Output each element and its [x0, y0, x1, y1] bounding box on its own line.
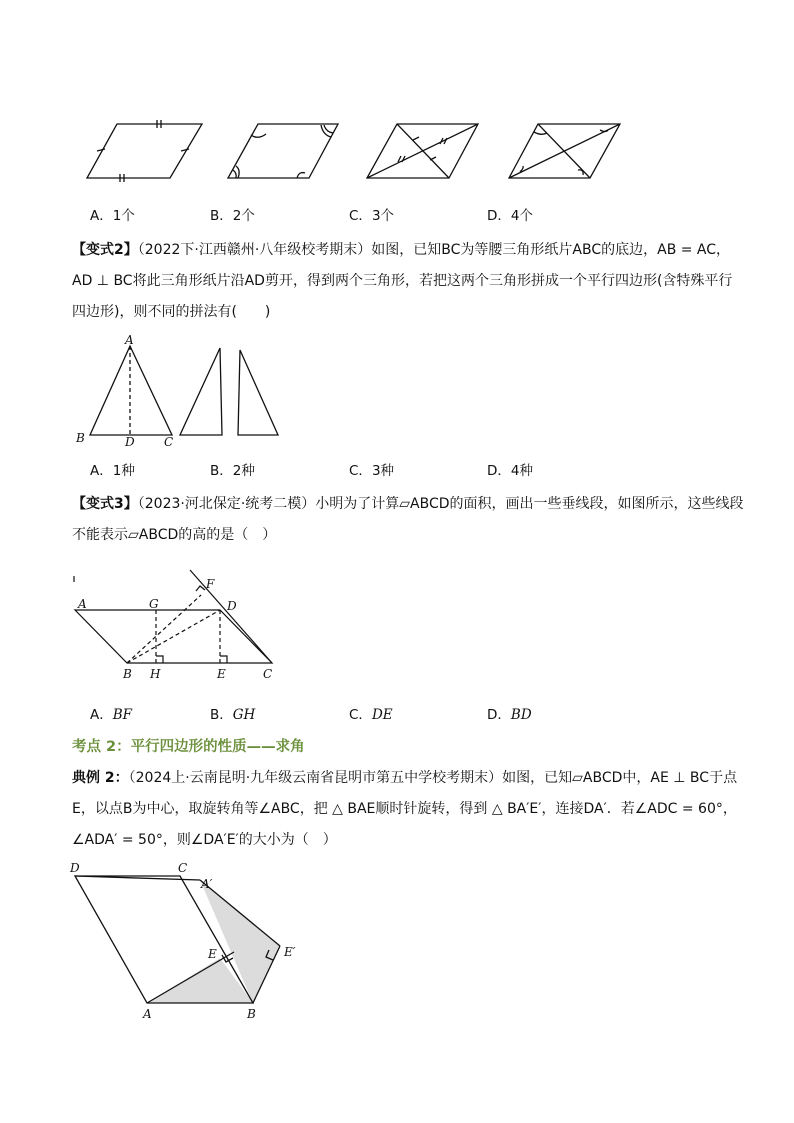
parallelogram-fig-1: [87, 120, 202, 182]
label-b: B: [123, 667, 132, 681]
option-text: GH: [232, 707, 256, 723]
option-text: 2种: [232, 463, 255, 479]
parallelogram-fig-2: [228, 124, 338, 178]
triangle-figure: [0, 330, 794, 455]
option-text: BD: [510, 707, 532, 723]
label-d: D: [125, 435, 135, 449]
example2-line2: E，以点B为中心，取旋转角等∠ABC，把 △ BAE顺时针旋转，得到 △ BA′E′，连接DA′．若∠ADC = 60°，: [72, 801, 737, 817]
option-text: 1种: [112, 463, 135, 479]
option-text: DE: [371, 707, 393, 723]
variant2-text: （2022下·江西赣州·八年级校考期末）如图，已知BC为等腰三角形纸片ABC的底边，AB = AC，: [137, 242, 731, 258]
option-text: 3个: [371, 208, 395, 224]
label-g: G: [149, 597, 159, 611]
option-text: 3种: [371, 463, 395, 479]
option-b[interactable]: [210, 699, 255, 731]
label-a: A: [125, 333, 134, 347]
parallelogram-heights-figure: [0, 560, 794, 690]
parallelogram-figures: [0, 100, 794, 200]
label-a: A: [143, 1007, 152, 1021]
variant3-line1: [72, 488, 744, 520]
label-e-prime: E′: [284, 945, 296, 959]
variant3-tag: 【变式3】: [72, 496, 138, 512]
option-text: BF: [112, 707, 133, 723]
option-c[interactable]: [349, 455, 394, 487]
option-letter: C．: [349, 208, 372, 224]
label-b: B: [76, 431, 85, 445]
label-f: F: [206, 577, 215, 591]
option-letter: A．: [90, 707, 113, 723]
option-a[interactable]: [90, 699, 132, 731]
variant3-line2: 不能表示▱ABCD的高的是（ ）: [72, 527, 277, 543]
option-text: 1个: [112, 208, 135, 224]
option-a[interactable]: [90, 455, 135, 487]
label-e: E: [208, 947, 217, 961]
example2-line3: ∠ADA′ = 50°，则∠DA′E′的大小为（ ）: [72, 832, 337, 848]
label-c: C: [263, 667, 273, 681]
variant3-text: （2023·河北保定·统考二模）小明为了计算▱ABCD的面积，画出一些垂线段，如图所示，这些线段: [137, 496, 744, 512]
option-letter: D．: [487, 707, 511, 723]
label-c: C: [164, 435, 174, 449]
example2-tag: 典例 2：: [72, 770, 129, 786]
option-letter: D．: [487, 208, 511, 224]
option-d[interactable]: [487, 455, 533, 487]
label-e: E: [217, 667, 226, 681]
option-b[interactable]: [210, 455, 255, 487]
example2-line1: [72, 762, 737, 794]
variant2-line2: AD ⊥ BC将此三角形纸片沿AD剪开，得到两个三角形，若把这两个三角形拼成一个平行四边形(含特殊平行: [72, 273, 733, 289]
option-letter: C．: [349, 463, 372, 479]
rotation-figure: [0, 858, 794, 1028]
option-letter: B．: [210, 463, 233, 479]
option-c[interactable]: [349, 200, 394, 232]
option-a[interactable]: [90, 200, 135, 232]
label-d: D: [227, 599, 237, 613]
option-text: 4个: [510, 208, 533, 224]
option-letter: D．: [487, 463, 511, 479]
label-a: A: [78, 597, 87, 611]
option-d[interactable]: [487, 699, 532, 731]
option-letter: B．: [210, 208, 233, 224]
option-letter: B．: [210, 707, 233, 723]
example2-text: （2024上·云南昆明·九年级云南省昆明市第五中学校考期末）如图，已知▱ABCD中，AE ⊥ BC于点: [128, 770, 738, 786]
variant2-line3: 四边形)，则不同的拼法有( ): [72, 304, 271, 320]
section-title: 考点 2：平行四边形的性质——求角: [72, 739, 305, 755]
parallelogram-fig-3: [367, 124, 478, 178]
option-letter: A．: [90, 463, 113, 479]
option-text: 4种: [510, 463, 533, 479]
variant2-tag: 【变式2】: [72, 242, 138, 258]
label-b: B: [247, 1007, 256, 1021]
option-b[interactable]: [210, 200, 255, 232]
label-c: C: [178, 861, 188, 875]
label-d: D: [70, 861, 80, 875]
option-letter: A．: [90, 208, 113, 224]
label-h: H: [150, 667, 161, 681]
option-text: 2个: [232, 208, 255, 224]
option-c[interactable]: [349, 699, 393, 731]
option-letter: C．: [349, 707, 372, 723]
label-a-prime: A′: [201, 877, 213, 891]
variant2-line1: [72, 234, 730, 266]
option-d[interactable]: [487, 200, 533, 232]
parallelogram-fig-4: [509, 124, 620, 178]
